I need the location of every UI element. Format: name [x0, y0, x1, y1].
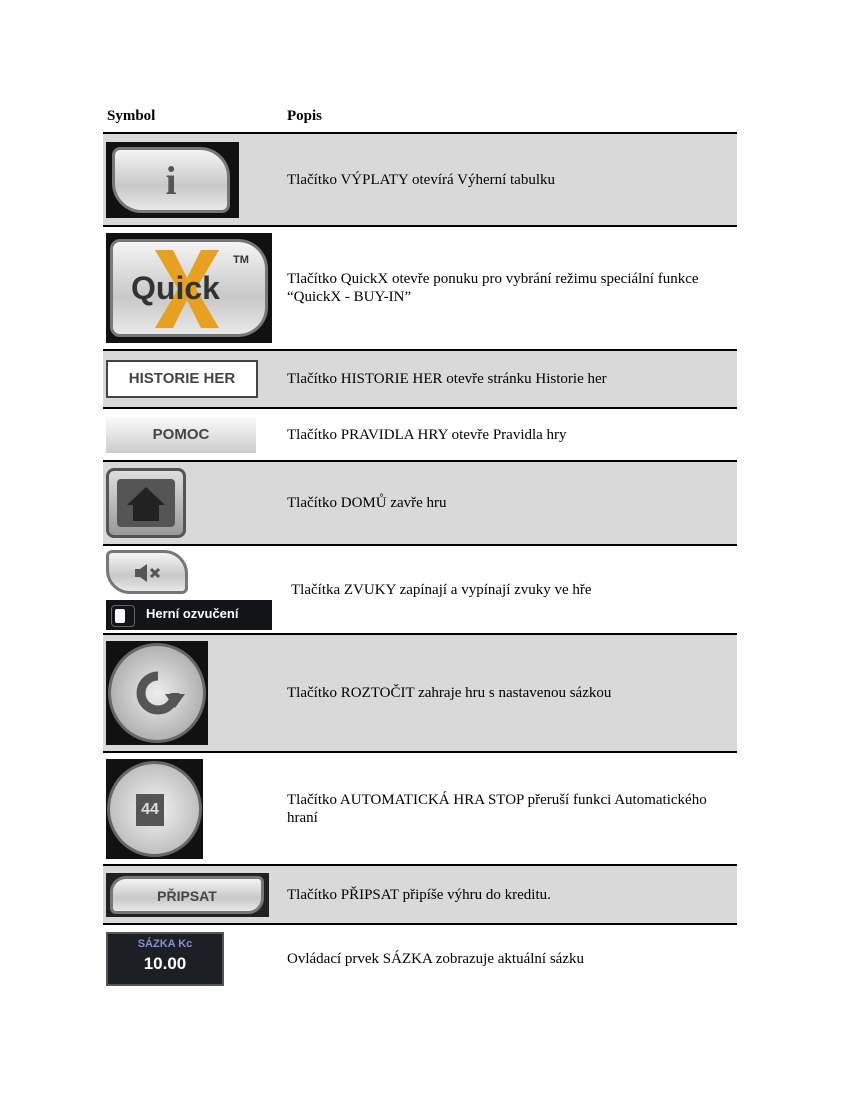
symbol-table	[103, 132, 737, 993]
spin-icon[interactable]	[106, 641, 208, 745]
mute-icon[interactable]	[106, 550, 188, 594]
table-row	[103, 349, 737, 407]
table-row	[103, 923, 737, 993]
column-header-description: Popis	[287, 108, 323, 124]
sound-toggle[interactable]: Herní ozvučení	[106, 600, 272, 630]
help-button[interactable]: POMOC	[106, 417, 256, 453]
history-button[interactable]: HISTORIE HER	[106, 360, 258, 398]
row-description: Ovládací prvek SÁZKA zobrazuje aktuální sázku	[287, 951, 584, 967]
row-description: Tlačítko PRAVIDLA HRY otevře Pravidla hry	[287, 426, 567, 443]
collect-button[interactable]: PŘIPSAT	[106, 873, 269, 917]
table-row	[103, 544, 737, 633]
table-row	[103, 225, 737, 349]
table-row	[103, 633, 737, 751]
row-description: Tlačítko PŘIPSAT připíše výhru do kreditu.	[287, 886, 551, 903]
row-description: Tlačítko QuickX otevře ponuku pro vybrání režimu speciální funkce “QuickX - BUY-IN”	[287, 271, 699, 305]
row-description: Tlačítko DOMŮ zavře hru	[287, 495, 447, 511]
autoplay-stop-icon[interactable]: 44	[106, 759, 203, 859]
bet-display: SÁZKA Kc 10.00	[106, 932, 224, 986]
table-row	[103, 460, 737, 544]
row-description: Tlačítko AUTOMATICKÁ HRA STOP přeruší funkci Automatického hraní	[287, 791, 707, 826]
table-row	[103, 864, 737, 923]
quickx-logo: Quick TM	[106, 233, 272, 343]
home-icon[interactable]	[106, 468, 186, 538]
table-row	[103, 407, 737, 460]
table-row	[103, 132, 737, 225]
info-icon: i	[106, 142, 239, 218]
row-description: Tlačítka ZVUKY zapínají a vypínají zvuky ve hře	[291, 581, 592, 598]
spin-arrow-glyph	[129, 664, 187, 722]
house-glyph	[117, 479, 175, 527]
column-header-symbol: Symbol	[107, 108, 156, 124]
row-description: Tlačítko ROZTOČIT zahraje hru s nastavenou sázkou	[287, 685, 612, 701]
row-description: Tlačítko VÝPLATY otevírá Výherní tabulku	[287, 171, 556, 188]
speaker-muted-glyph	[133, 563, 163, 583]
row-description: Tlačítko HISTORIE HER otevře stránku Historie her	[287, 371, 607, 387]
sound-controls	[106, 550, 272, 630]
table-row	[103, 751, 737, 864]
